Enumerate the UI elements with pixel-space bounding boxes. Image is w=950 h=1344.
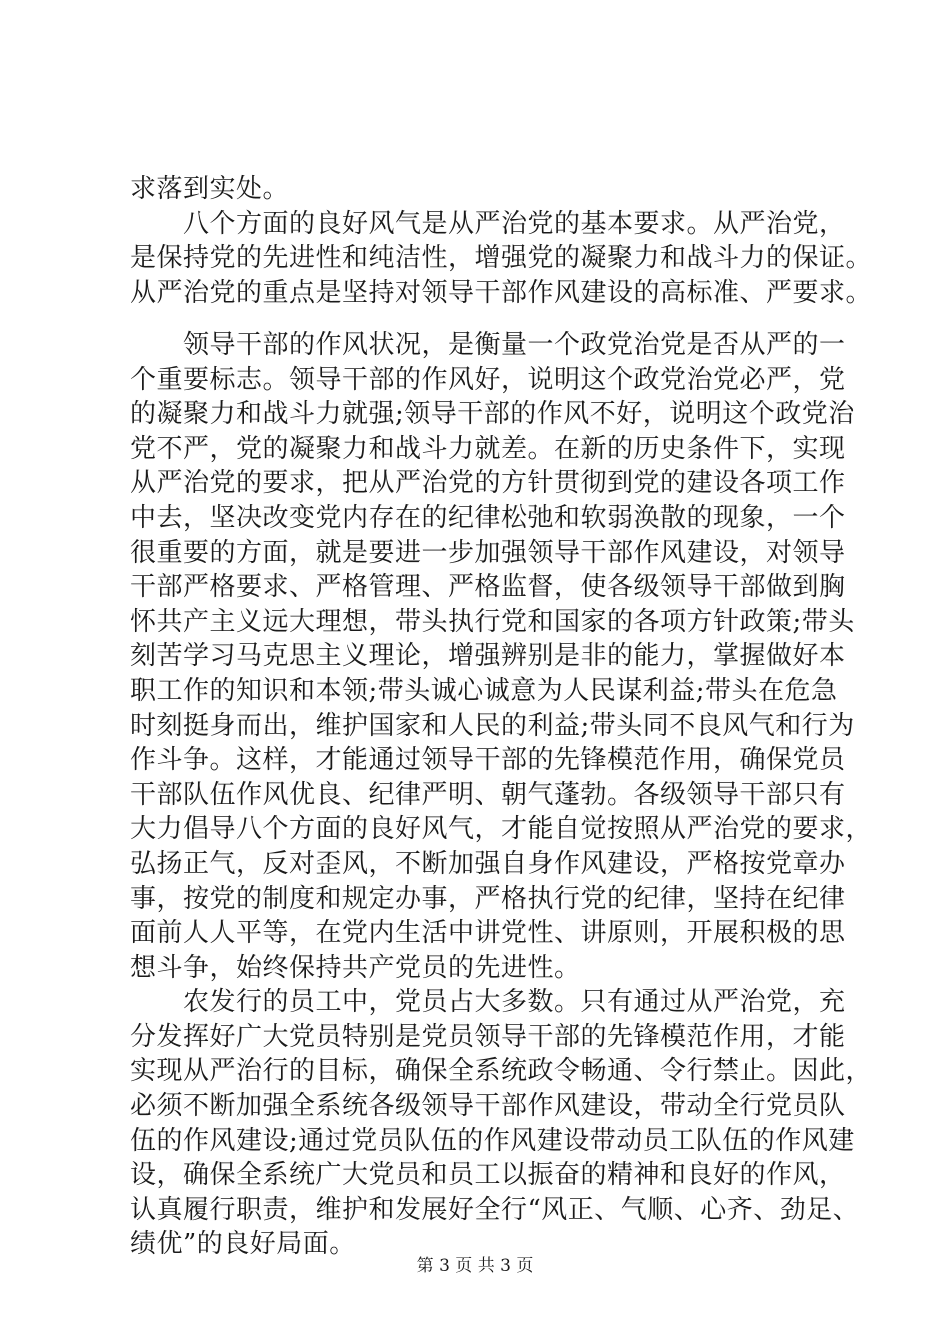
- text-line: 职工作的知识和本领;带头诚心诚意为人民谋利益;带头在危急: [130, 675, 838, 706]
- text-line: 弘扬正气，反对歪风，不断加强自身作风建设，严格按党章办: [130, 848, 846, 879]
- text-line: 分发挥好广大党员特别是党员领导干部的先锋模范作用，才能: [130, 1021, 846, 1052]
- text-line: 怀共产主义远大理想，带头执行党和国家的各项方针政策;带头: [130, 606, 855, 637]
- text-line: 作斗争。这样，才能通过领导干部的先锋模范作用，确保党员: [130, 745, 846, 776]
- page-number-footer: 第 3 页 共 3 页: [416, 1256, 534, 1276]
- text-line: 想斗争，始终保持共产党员的先进性。: [130, 952, 581, 983]
- text-line: 刻苦学习马克思主义理论，增强辨别是非的能力，掌握做好本: [130, 641, 846, 672]
- text-line: 干部队伍作风优良、纪律严明、朝气蓬勃。各级领导干部只有: [130, 779, 846, 810]
- text-line: 事，按党的制度和规定办事，严格执行党的纪律，坚持在纪律: [130, 883, 846, 914]
- text-line: 从严治党的要求，把从严治党的方针贯彻到党的建设各项工作: [130, 468, 846, 499]
- text-line: 必须不断加强全系统各级领导干部作风建设，带动全行党员队: [130, 1091, 846, 1122]
- text-line: 是保持党的先进性和纯洁性，增强党的凝聚力和战斗力的保证。: [130, 243, 873, 274]
- text-line: 领导干部的作风状况，是衡量一个政党治党是否从严的一: [130, 330, 846, 360]
- text-line: 认真履行职责，维护和发展好全行“风正、气顺、心齐、劲足、: [130, 1194, 860, 1225]
- text-line: 伍的作风建设;通过党员队伍的作风建设带动员工队伍的作风建: [130, 1125, 855, 1156]
- text-line: 的凝聚力和战斗力就强;领导干部的作风不好，说明这个政党治: [130, 399, 855, 430]
- text-line: 中去，坚决改变党内存在的纪律松弛和软弱涣散的现象，一个: [130, 502, 846, 533]
- text-line: 干部严格要求、严格管理、严格监督，使各级领导干部做到胸: [130, 572, 846, 603]
- text-line: 大力倡导八个方面的良好风气，才能自觉按照从严治党的要求，: [130, 814, 873, 845]
- text-line: 个重要标志。领导干部的作风好，说明这个政党治党必严，党: [130, 364, 846, 395]
- text-line: 设，确保全系统广大党员和员工以振奋的精神和良好的作风，: [130, 1160, 846, 1191]
- text-line: 八个方面的良好风气是从严治党的基本要求。从严治党，: [130, 208, 846, 239]
- text-line: 农发行的员工中，党员占大多数。只有通过从严治党，充: [130, 987, 846, 1018]
- text-line: 党不严，党的凝聚力和战斗力就差。在新的历史条件下，实现: [130, 433, 846, 464]
- text-line: 面前人人平等，在党内生活中讲党性、讲原则，开展积极的思: [130, 918, 846, 949]
- paragraph-block-main: [130, 328, 873, 1262]
- text-line: 很重要的方面，就是要进一步加强领导干部作风建设，对领导: [130, 537, 846, 568]
- paragraph-block-top: [130, 172, 873, 310]
- text-line: 绩优”的良好局面。: [130, 1229, 356, 1260]
- text-line: 时刻挺身而出，维护国家和人民的利益;带头同不良风气和行为: [130, 710, 855, 741]
- text-line: 实现从严治行的目标，确保全系统政令畅通、令行禁止。因此，: [130, 1056, 873, 1087]
- text-line: 求落到实处。: [130, 174, 290, 204]
- text-line: 从严治党的重点是坚持对领导干部作风建设的高标准、严要求。: [130, 277, 873, 308]
